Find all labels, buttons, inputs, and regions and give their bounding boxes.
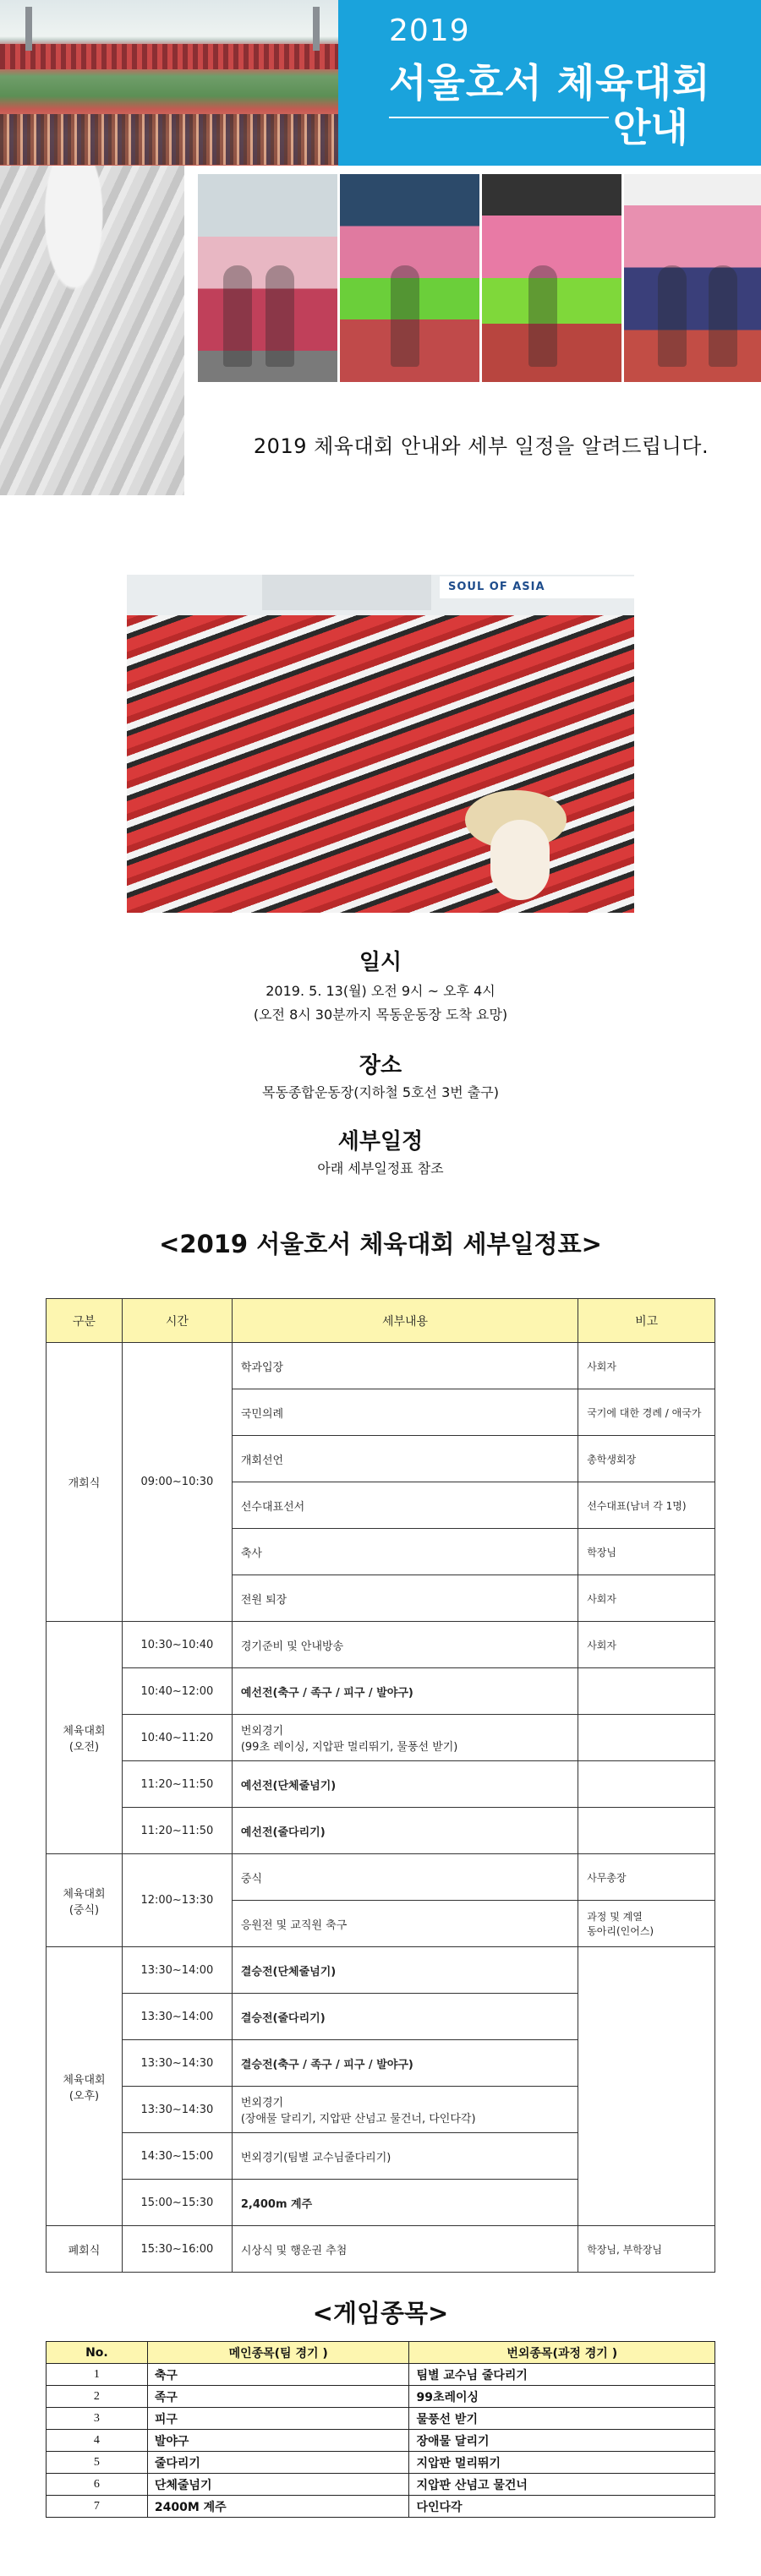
person (391, 265, 419, 367)
content-subtext: (99초 레이싱, 지압판 멀리뛰기, 물풍선 받기) (240, 1741, 458, 1754)
title-box (338, 0, 761, 166)
header-cell: 번외종목(과정 경기 ) (409, 2342, 715, 2364)
schedule-title: <2019 서울호서 체육대회 세부일정표> (159, 1230, 602, 1258)
person (528, 265, 557, 367)
extra-game-cell: 물풍선 받기 (409, 2408, 715, 2430)
table-row (47, 2364, 715, 2386)
header-cell: 세부내용 (232, 1299, 578, 1343)
stadium-stand (0, 44, 338, 69)
tug-of-war-photo (198, 174, 337, 382)
table-row (47, 2408, 715, 2430)
no-cell: 3 (47, 2408, 148, 2430)
table-row (47, 1343, 715, 1389)
note-subtext: 동아리(인어스) (587, 1925, 654, 1937)
person (658, 265, 687, 367)
time-cell: 13:30~14:00 (122, 1994, 232, 2040)
header-cell: No. (47, 2342, 148, 2364)
table-row (47, 2496, 715, 2518)
time-cell: 13:30~14:30 (122, 2087, 232, 2133)
title-main: 서울호서 체육대회 (389, 60, 711, 106)
note-cell: 사무총장 (578, 1854, 715, 1901)
table-row (47, 1947, 715, 1994)
table-row (47, 2386, 715, 2408)
gray-crowd-photo (0, 166, 184, 495)
content-cell: 학과입장 (232, 1343, 578, 1389)
time-cell: 11:20~11:50 (122, 1761, 232, 1808)
main-game-cell: 족구 (147, 2386, 409, 2408)
time-cell: 15:00~15:30 (122, 2180, 232, 2226)
no-cell: 4 (47, 2430, 148, 2452)
place-title: 장소 (359, 1053, 402, 1078)
cheering-crowd-photo (127, 575, 634, 913)
time-cell: 09:00~10:30 (122, 1343, 232, 1622)
note-cell (578, 1761, 715, 1808)
relay-photo-1 (340, 174, 479, 382)
note-cell: 사회자 (578, 1575, 715, 1622)
main-game-cell: 줄다리기 (147, 2452, 409, 2474)
content-cell (232, 1715, 578, 1761)
note-text: 과정 및 계열 (587, 1911, 643, 1923)
stadium-sign: SOUL OF ASIA (440, 576, 634, 598)
extra-game-cell: 지압판 산넘고 물건너 (409, 2474, 715, 2496)
table-row (47, 1622, 715, 1668)
header-cell: 구분 (47, 1299, 123, 1343)
time-cell: 14:30~15:00 (122, 2133, 232, 2180)
date-title: 일시 (359, 950, 402, 975)
extra-game-cell: 팀별 교수님 줄다리기 (409, 2364, 715, 2386)
title-year: 2019 (389, 14, 470, 48)
header-cell: 시간 (122, 1299, 232, 1343)
games-title: <게임종목> (312, 2299, 449, 2328)
content-cell: 국민의례 (232, 1389, 578, 1436)
group-cell: 개회식 (47, 1343, 123, 1622)
stadium-roof (262, 575, 431, 610)
group-cell: 체육대회 (중식) (47, 1854, 123, 1947)
group-cell: 체육대회 (오전) (47, 1622, 123, 1854)
content-text: 번외경기 (240, 2097, 284, 2109)
face (490, 820, 550, 900)
title-sub: 안내 (613, 105, 688, 150)
extra-game-cell: 다인다각 (409, 2496, 715, 2518)
note-cell: 사회자 (578, 1343, 715, 1389)
table-row (47, 1761, 715, 1808)
no-cell: 1 (47, 2364, 148, 2386)
table-row (47, 1668, 715, 1715)
header-cell: 메인종목(팀 경기 ) (147, 2342, 409, 2364)
relay-photo-3 (624, 174, 761, 382)
group-cell: 폐회식 (47, 2226, 123, 2273)
person (709, 265, 737, 367)
person (223, 265, 252, 367)
no-cell: 5 (47, 2452, 148, 2474)
note-cell (578, 1901, 715, 1947)
schedule-table (46, 1298, 715, 2273)
crowd (0, 114, 338, 165)
group-cell: 체육대회 (오후) (47, 1947, 123, 2226)
table-row (47, 2452, 715, 2474)
content-cell: 결승전(단체줄넘기) (232, 1947, 578, 1994)
note-cell: 선수대표(남녀 각 1명) (578, 1482, 715, 1529)
table-row (47, 2226, 715, 2273)
content-cell: 결승전(축구 / 족구 / 피구 / 발야구) (232, 2040, 578, 2087)
note-cell: 국기에 대한 경례 / 애국가 (578, 1389, 715, 1436)
note-cell (578, 1668, 715, 1715)
table-row (47, 2430, 715, 2452)
content-cell: 2,400m 계주 (232, 2180, 578, 2226)
light-tower (313, 7, 320, 51)
content-cell: 예선전(줄다리기) (232, 1808, 578, 1854)
games-table (46, 2341, 715, 2518)
note-cell (578, 1947, 715, 2226)
date-line: 2019. 5. 13(월) 오전 9시 ~ 오후 4시 (266, 983, 495, 999)
detail-title: 세부일정 (337, 1129, 424, 1154)
content-cell: 중식 (232, 1854, 578, 1901)
main-game-cell: 피구 (147, 2408, 409, 2430)
content-subtext: (장애물 달리기, 지압판 산넘고 물건너, 다인다각) (240, 2113, 476, 2126)
stadium-photo (0, 0, 338, 166)
note-cell: 학장님, 부학장님 (578, 2226, 715, 2273)
content-cell: 번외경기(팀별 교수님줄다리기) (232, 2133, 578, 2180)
content-cell: 축사 (232, 1529, 578, 1575)
schedule-header-row (47, 1299, 715, 1343)
time-cell: 13:30~14:00 (122, 1947, 232, 1994)
table-row (47, 1808, 715, 1854)
note-cell: 학장님 (578, 1529, 715, 1575)
time-cell: 11:20~11:50 (122, 1808, 232, 1854)
content-cell: 예선전(단체줄넘기) (232, 1761, 578, 1808)
main-game-cell: 단체줄넘기 (147, 2474, 409, 2496)
content-cell: 선수대표선서 (232, 1482, 578, 1529)
content-cell (232, 2087, 578, 2133)
relay-photo-2 (482, 174, 621, 382)
date-note: (오전 8시 30분까지 목동운동장 도착 요망) (253, 1007, 508, 1023)
intro-text: 2019 체육대회 안내와 세부 일정을 알려드립니다. (253, 434, 709, 458)
extra-game-cell: 장애물 달리기 (409, 2430, 715, 2452)
table-row (47, 2474, 715, 2496)
extra-game-cell: 99초레이싱 (409, 2386, 715, 2408)
content-text: 번외경기 (240, 1725, 284, 1738)
extra-game-cell: 지압판 멀리뛰기 (409, 2452, 715, 2474)
header-cell: 비고 (578, 1299, 715, 1343)
content-cell: 시상식 및 행운권 추첨 (232, 2226, 578, 2273)
games-header-row (47, 2342, 715, 2364)
place-line: 목동종합운동장(지하철 5호선 3번 출구) (262, 1084, 499, 1100)
main-game-cell: 2400M 계주 (147, 2496, 409, 2518)
note-cell: 사회자 (578, 1622, 715, 1668)
content-cell: 개회선언 (232, 1436, 578, 1482)
detail-line: 아래 세부일정표 참조 (317, 1160, 444, 1176)
content-cell: 결승전(줄다리기) (232, 1994, 578, 2040)
no-cell: 6 (47, 2474, 148, 2496)
content-cell: 응원전 및 교직원 축구 (232, 1901, 578, 1947)
time-cell: 10:40~12:00 (122, 1668, 232, 1715)
main-game-cell: 발야구 (147, 2430, 409, 2452)
note-cell: 총학생회장 (578, 1436, 715, 1482)
time-cell: 10:30~10:40 (122, 1622, 232, 1668)
note-cell (578, 1715, 715, 1761)
content-cell: 경기준비 및 안내방송 (232, 1622, 578, 1668)
time-cell: 12:00~13:30 (122, 1854, 232, 1947)
content-cell: 전원 퇴장 (232, 1575, 578, 1622)
table-row (47, 1715, 715, 1761)
title-rule (389, 117, 609, 118)
note-cell (578, 1808, 715, 1854)
time-cell: 13:30~14:30 (122, 2040, 232, 2087)
light-tower (25, 7, 32, 51)
table-row (47, 1854, 715, 1901)
no-cell: 7 (47, 2496, 148, 2518)
main-game-cell: 축구 (147, 2364, 409, 2386)
time-cell: 15:30~16:00 (122, 2226, 232, 2273)
time-cell: 10:40~11:20 (122, 1715, 232, 1761)
no-cell: 2 (47, 2386, 148, 2408)
person (266, 265, 294, 367)
content-cell: 예선전(축구 / 족구 / 피구 / 발야구) (232, 1668, 578, 1715)
